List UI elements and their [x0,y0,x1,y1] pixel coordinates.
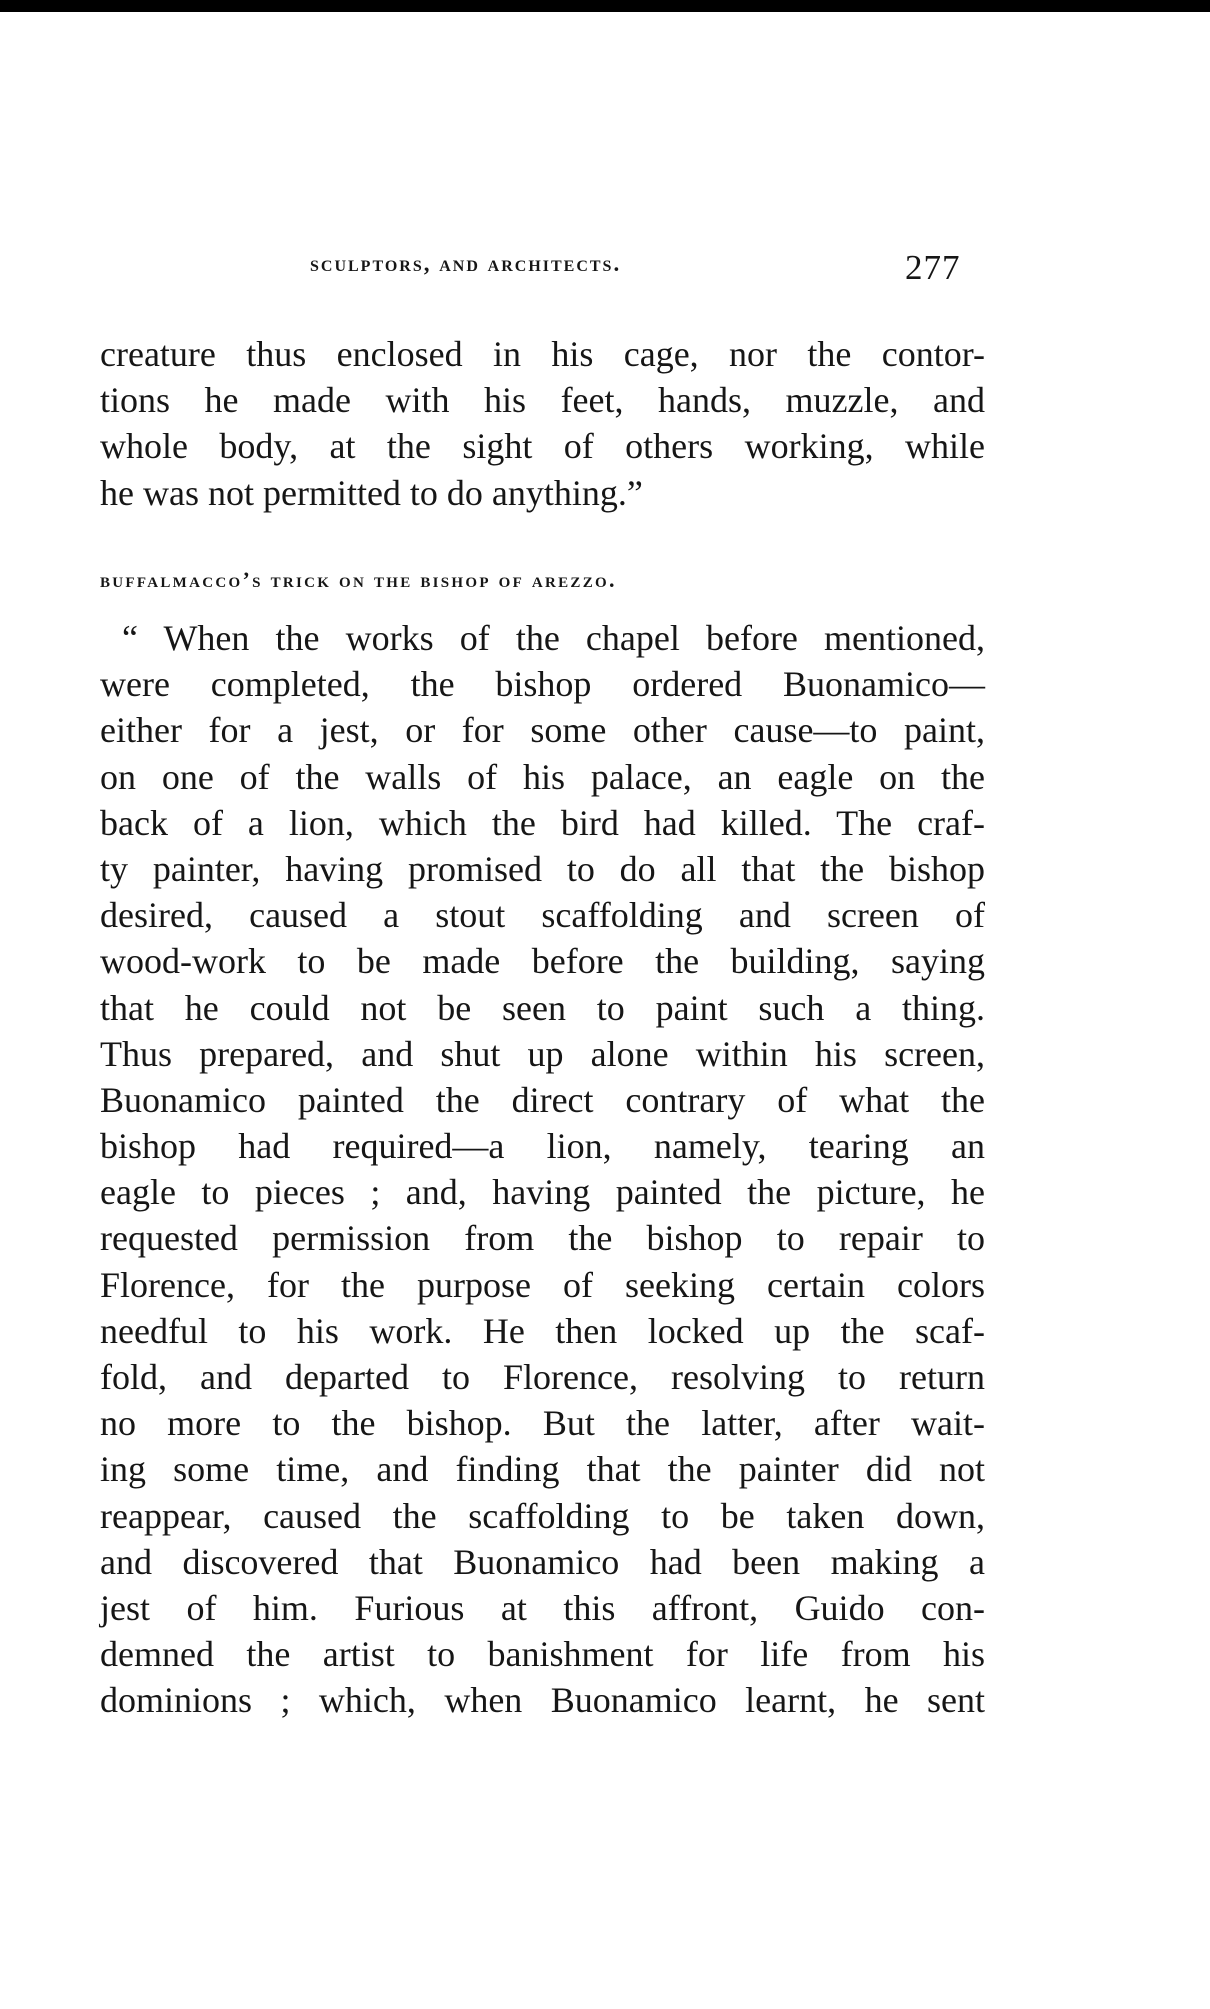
text-line: reappear, caused the scaffolding to be taken down, [100,1495,985,1536]
text-line: wood-work to be made before the building, saying [100,941,985,982]
text-line: tions he made with his feet, hands, muzzle, and [100,380,985,421]
text-line: fold, and departed to Florence, resolving to return [100,1357,985,1397]
text-line: creature thus enclosed in his cage, nor the contor- [100,334,985,374]
text-line: desired, caused a stout scaffolding and screen of [100,895,985,936]
text-line: he was not permitted to do anything.” [100,472,643,513]
text-line: whole body, at the sight of others working, while [100,426,985,467]
body-paragraph [100,615,985,1724]
text-line: either for a jest, or for some other cause—to paint, [100,710,985,751]
text-line: ing some time, and finding that the painter did not [100,1449,985,1490]
text-line: demned the artist to banishment for life from his [100,1634,985,1675]
text-line: Thus prepared, and shut up alone within his screen, [100,1033,985,1074]
text-line: Buonamico painted the direct contrary of what the [100,1079,985,1120]
text-line: requested permission from the bishop to repair to [100,1218,985,1259]
text-line: that he could not be seen to paint such a thing. [100,987,985,1028]
text-line: no more to the bishop. But the latter, after wait- [100,1403,985,1444]
text-line: bishop had required—a lion, namely, tearing an [100,1126,985,1167]
text-line: needful to his work. He then locked up the scaf- [100,1310,985,1351]
text-line: jest of him. Furious at this affront, Guido con- [100,1587,985,1628]
text-line: were completed, the bishop ordered Buonamico— [100,664,985,705]
text-line: on one of the walls of his palace, an eagle on the [100,756,985,797]
continuation-paragraph [100,331,985,516]
text-line: ty painter, having promised to do all that the bishop [100,848,985,889]
section-heading: buffalmacco’s trick on the bishop of arezzo. [100,567,617,592]
text-line: Florence, for the purpose of seeking certain colors [100,1264,985,1305]
text-line: “ When the works of the chapel before mentioned, [122,618,985,658]
text-line: dominions ; which, when Buonamico learnt, he sent [100,1680,985,1721]
running-head: sculptors, and architects. [310,251,622,276]
page-number: 277 [905,248,961,287]
text-line: and discovered that Buonamico had been making a [100,1541,985,1582]
text-line: eagle to pieces ; and, having painted the picture, he [100,1172,985,1213]
text-line: back of a lion, which the bird had killed. The craf- [100,802,985,843]
